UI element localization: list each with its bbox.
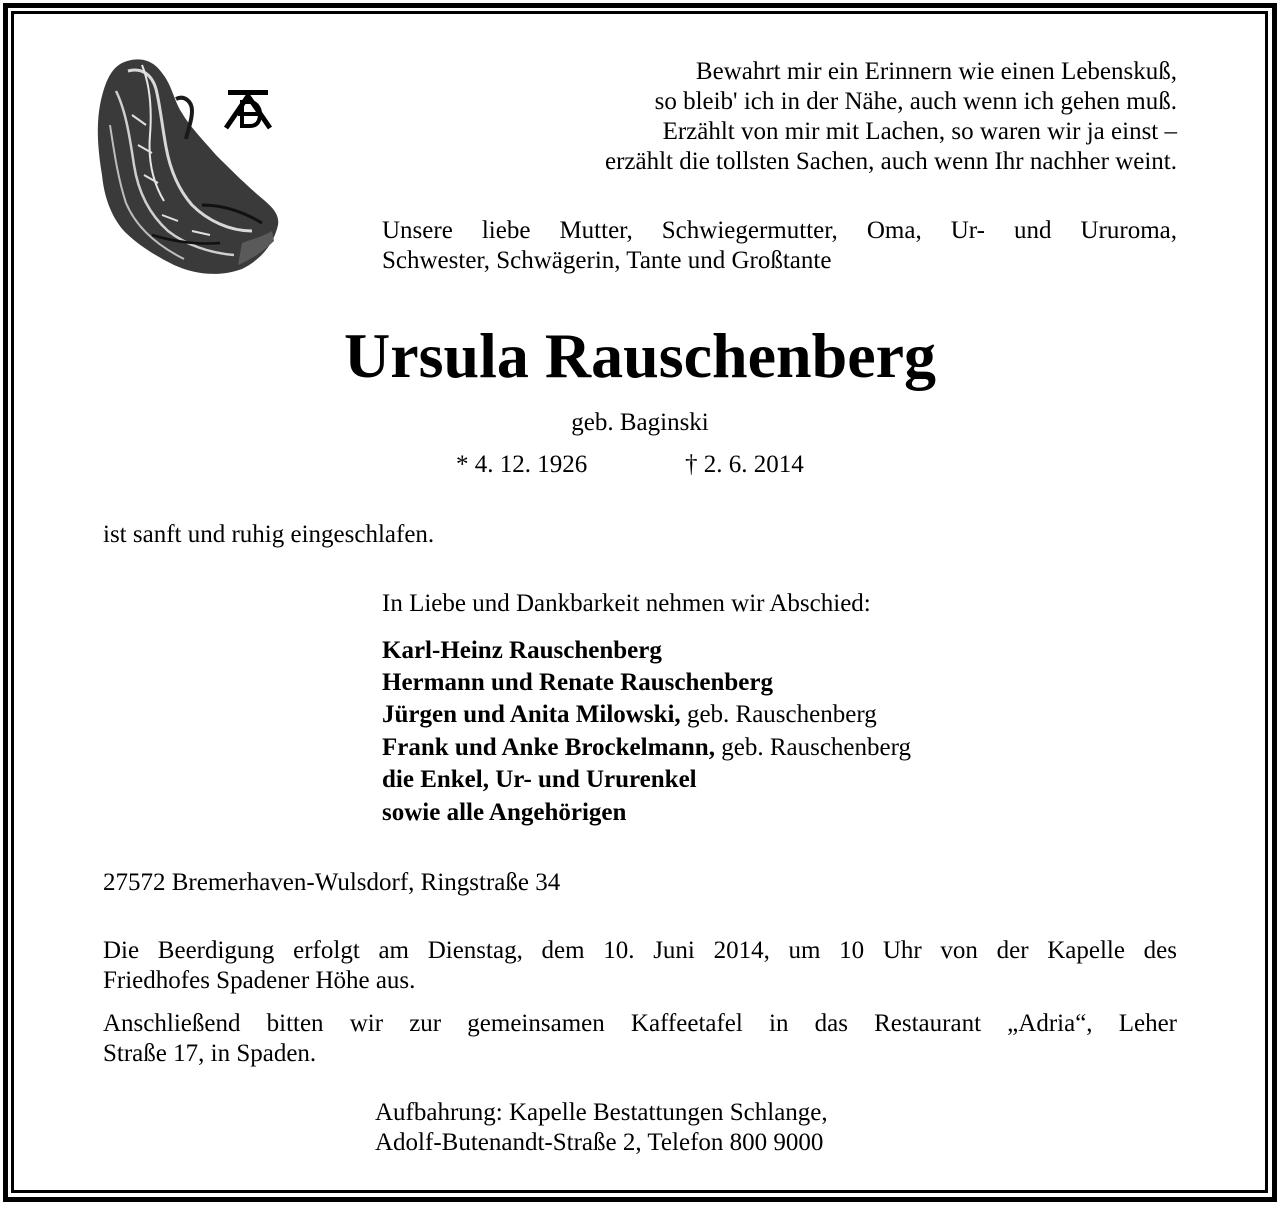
birth-date: * 4. 12. 1926 bbox=[456, 451, 588, 478]
mourner-line: Frank und Anke Brockelmann, geb. Rauschenberg bbox=[382, 734, 911, 761]
lying-in-state-line: Aufbahrung: Kapelle Bestattungen Schlange, bbox=[375, 1099, 828, 1126]
intro-line: Schwester, Schwägerin, Tante und Großtante bbox=[382, 247, 832, 274]
mourner-line: die Enkel, Ur- und Ururenkel bbox=[382, 766, 697, 793]
farewell-text: In Liebe und Dankbarkeit nehmen wir Abschied: bbox=[382, 590, 871, 617]
deceased-name: Ursula Rauschenberg bbox=[343, 320, 937, 391]
mourner-line: Karl-Heinz Rauschenberg bbox=[382, 637, 662, 664]
reception-line: Anschließend bitten wir zur gemeinsamen Kaffeetafel in das Restaurant „Adria“, Leher bbox=[103, 1010, 1177, 1037]
poem-line: so bleib' ich in der Nähe, auch wenn ich gehen muß. bbox=[654, 88, 1177, 115]
funeral-line: Friedhofes Spadener Höhe aus. bbox=[103, 967, 416, 994]
mourner-line: Jürgen und Anita Milowski, geb. Rauschenberg bbox=[382, 701, 877, 728]
mourner-line: Hermann und Renate Rauschenberg bbox=[382, 669, 773, 696]
birth-name: geb. Baginski bbox=[571, 409, 709, 436]
poem-line: Erzählt von mir mit Lachen, so waren wir ja einst – bbox=[662, 118, 1177, 145]
durer-monogram-icon bbox=[222, 88, 274, 130]
mourner-line: sowie alle Angehörigen bbox=[382, 799, 627, 826]
reception-line: Straße 17, in Spaden. bbox=[103, 1040, 317, 1067]
passed-text: ist sanft und ruhig eingeschlafen. bbox=[103, 521, 435, 548]
lying-in-state-line: Adolf-Butenandt-Straße 2, Telefon 800 9000 bbox=[375, 1129, 824, 1156]
poem-line: erzählt die tollsten Sachen, auch wenn Ihr nachher weint. bbox=[605, 148, 1177, 175]
death-date: † 2. 6. 2014 bbox=[685, 451, 804, 478]
intro-line: Unsere liebe Mutter, Schwiegermutter, Oma, Ur- und Ururoma, bbox=[382, 217, 1177, 244]
address: 27572 Bremerhaven-Wulsdorf, Ringstraße 34 bbox=[103, 869, 561, 896]
funeral-line: Die Beerdigung erfolgt am Dienstag, dem 10. Juni 2014, um 10 Uhr von der Kapelle des bbox=[103, 937, 1177, 964]
poem-line: Bewahrt mir ein Erinnern wie einen Lebenskuß, bbox=[695, 58, 1177, 85]
